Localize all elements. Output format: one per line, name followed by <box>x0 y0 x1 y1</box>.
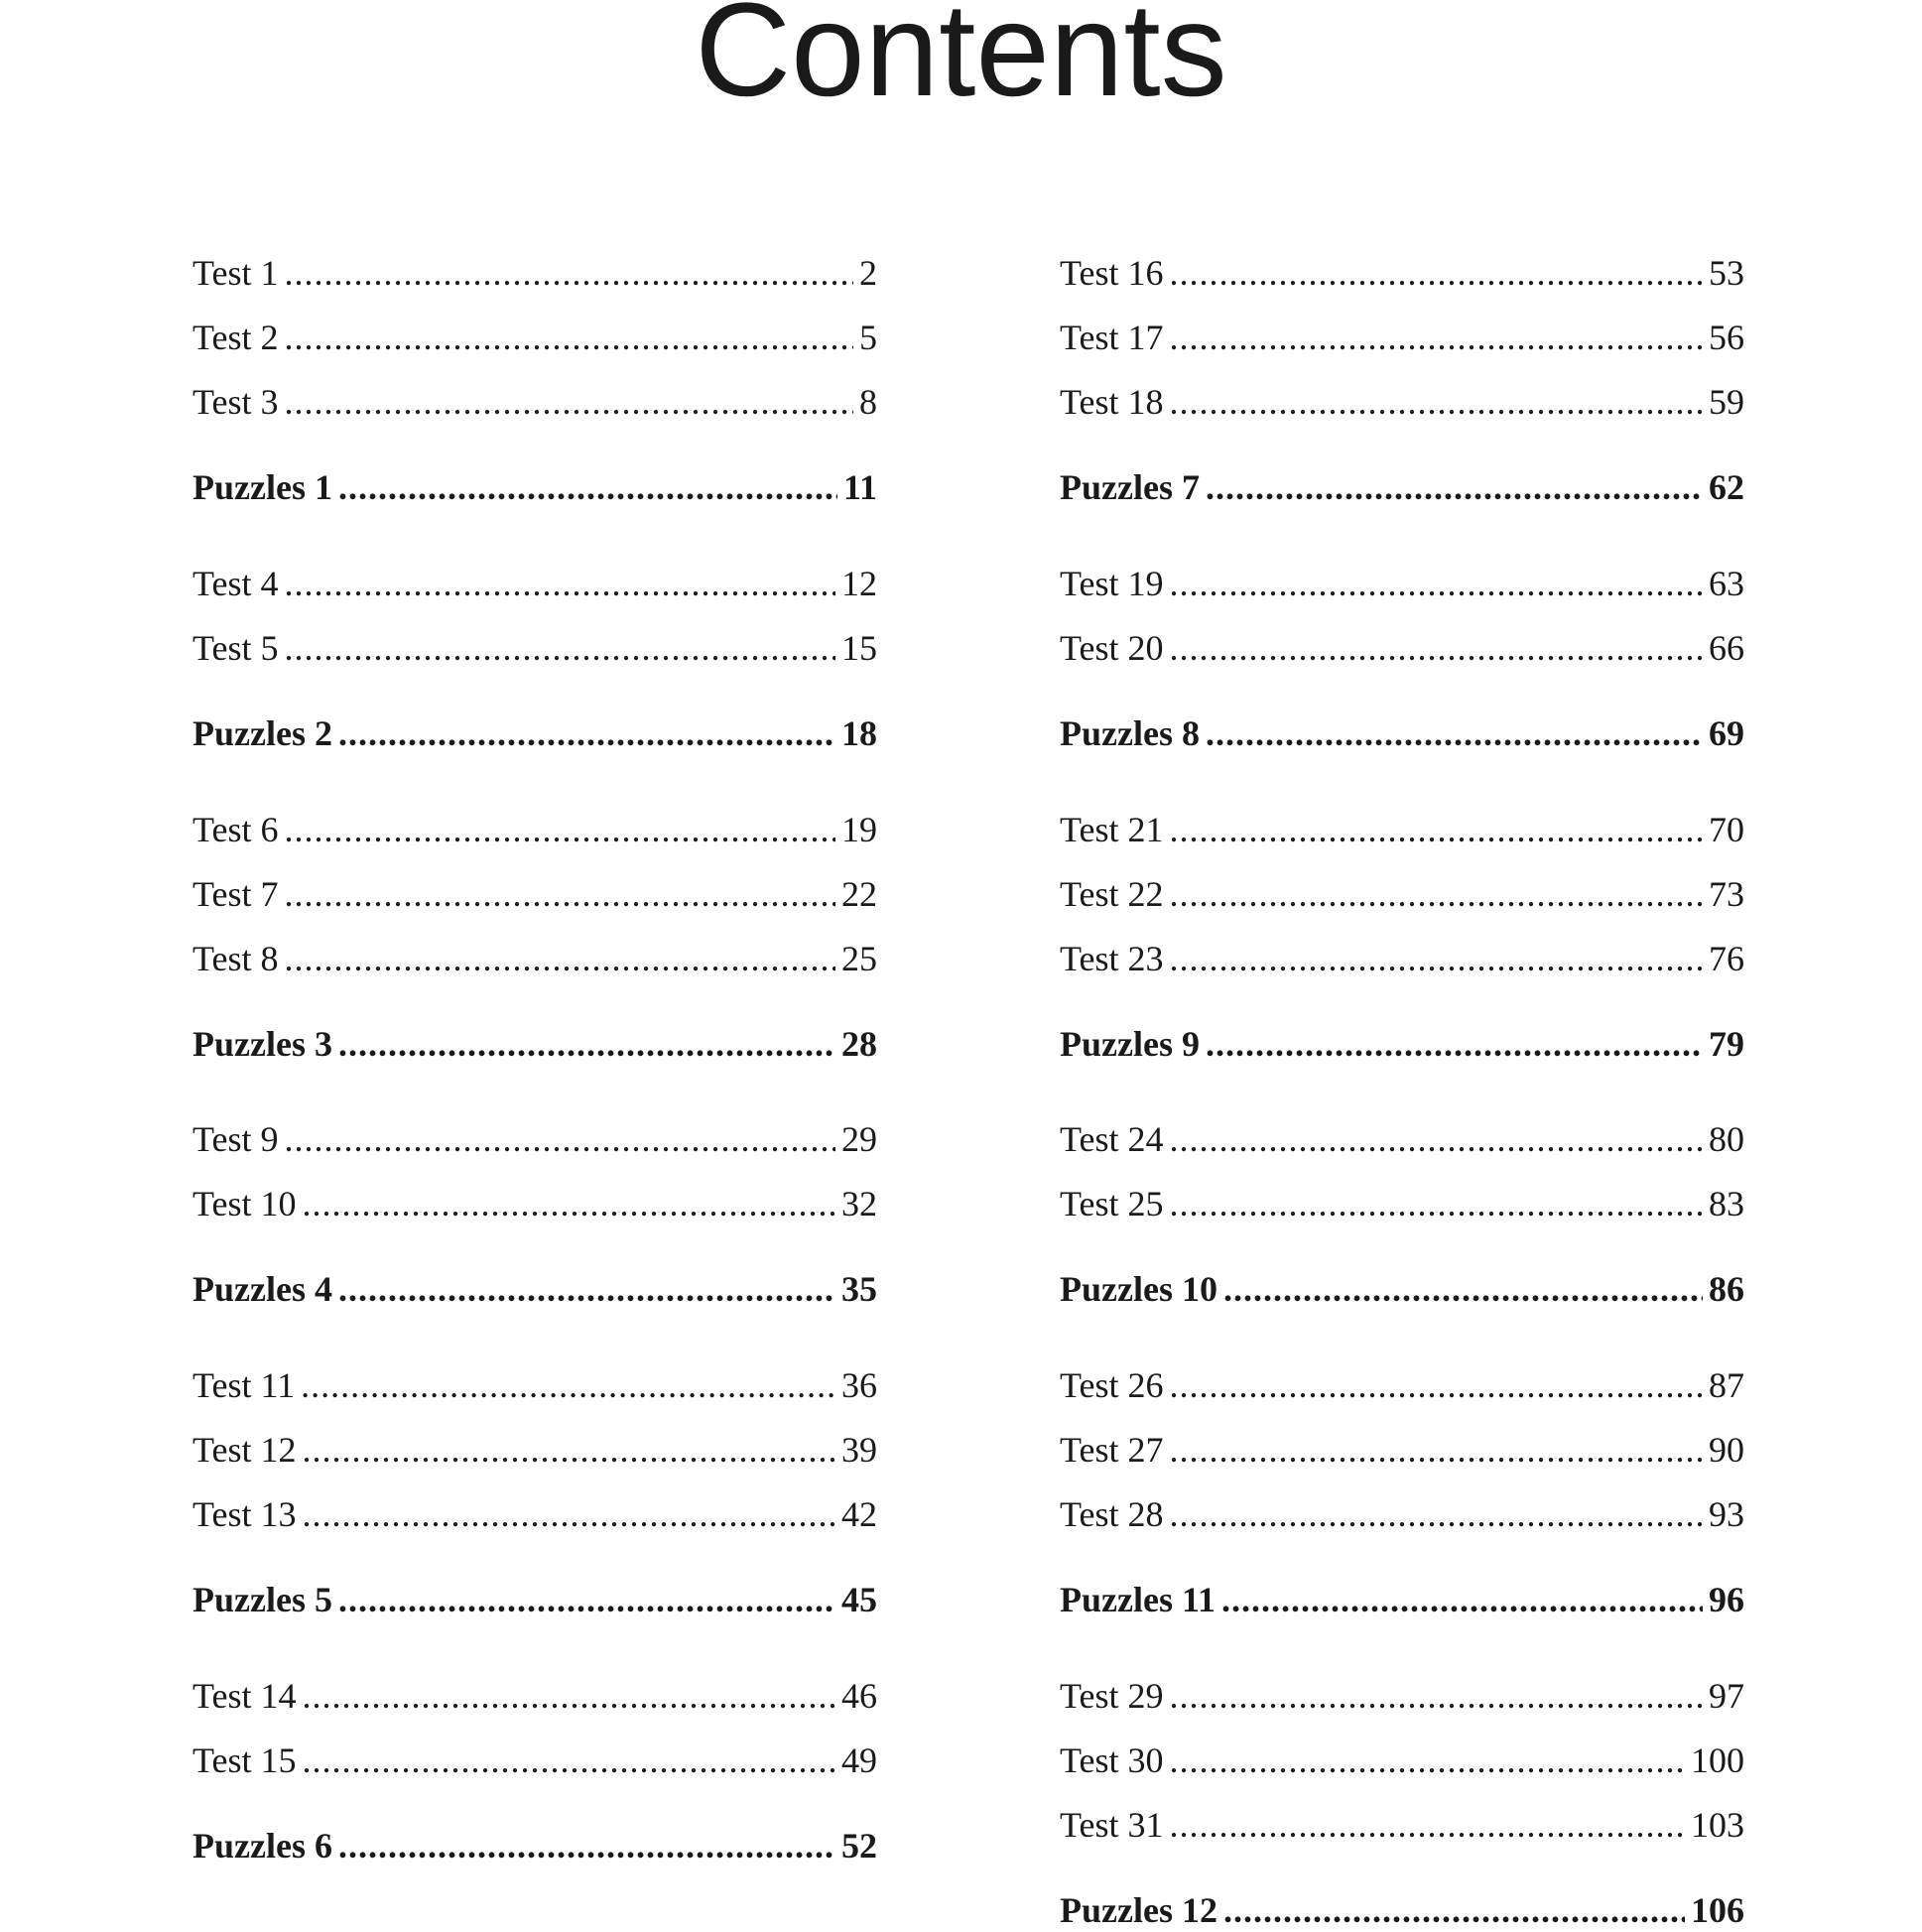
toc-entry-label: Test 15 <box>192 1740 297 1780</box>
dot-leader <box>1223 1888 1685 1932</box>
dot-leader <box>1169 1674 1703 1718</box>
dot-leader <box>338 1578 835 1621</box>
toc-entry-test[interactable] <box>1060 872 1744 916</box>
toc-entry-test[interactable] <box>1060 380 1744 424</box>
toc-entry-page-number: 45 <box>841 1580 877 1619</box>
toc-entry-label: Test 12 <box>192 1430 297 1470</box>
toc-entry-label: Test 19 <box>1060 564 1164 603</box>
toc-entry-test[interactable] <box>1060 1182 1744 1225</box>
toc-entry-page-number: 96 <box>1709 1580 1744 1619</box>
toc-entry-label: Test 30 <box>1060 1740 1164 1780</box>
toc-column-left <box>192 0 877 1922</box>
toc-entry-label: Test 27 <box>1060 1430 1164 1470</box>
toc-entry-label: Test 17 <box>1060 318 1164 357</box>
toc-entry-label: Test 2 <box>192 318 279 357</box>
dot-leader <box>284 316 853 359</box>
toc-entry-label: Test 8 <box>192 939 279 978</box>
toc-entry-label: Test 20 <box>1060 628 1164 668</box>
dot-leader <box>1169 1182 1703 1225</box>
toc-entry-page-number: 83 <box>1709 1184 1744 1224</box>
dot-leader <box>1169 1428 1703 1472</box>
dot-leader <box>1223 1267 1703 1311</box>
toc-entry-page-number: 56 <box>1709 318 1744 357</box>
dot-leader <box>284 872 835 916</box>
toc-entry-test[interactable] <box>192 380 877 424</box>
toc-entry-label: Test 10 <box>192 1184 297 1224</box>
dot-leader <box>1169 562 1703 605</box>
toc-entry-test[interactable] <box>1060 937 1744 980</box>
toc-entry-page-number: 73 <box>1709 874 1744 914</box>
toc-entry-page-number: 66 <box>1709 628 1744 668</box>
toc-entry-test[interactable] <box>1060 1428 1744 1472</box>
toc-entry-label: Test 11 <box>192 1365 296 1405</box>
dot-leader <box>302 1182 835 1225</box>
toc-entry-label: Test 25 <box>1060 1184 1164 1224</box>
toc-entry-test[interactable] <box>192 937 877 980</box>
toc-entry-test[interactable] <box>192 872 877 916</box>
toc-entry-label: Puzzles 4 <box>192 1269 332 1309</box>
toc-entry-label: Test 16 <box>1060 253 1164 293</box>
toc-entry-page-number: 19 <box>841 810 877 849</box>
toc-entry-page-number: 106 <box>1691 1890 1744 1930</box>
dot-leader <box>1169 1803 1685 1847</box>
dot-leader <box>1221 1578 1703 1621</box>
toc-entry-label: Puzzles 10 <box>1060 1269 1217 1309</box>
toc-entry-test[interactable] <box>1060 1492 1744 1536</box>
dot-leader <box>1169 1492 1703 1536</box>
toc-entry-page-number: 15 <box>841 628 877 668</box>
toc-entry-test[interactable] <box>192 1117 877 1161</box>
toc-entry-test[interactable] <box>192 1674 877 1718</box>
toc-entry-test[interactable] <box>1060 562 1744 605</box>
toc-entry-test[interactable] <box>192 1363 877 1407</box>
dot-leader <box>1206 1022 1703 1066</box>
toc-column-right <box>1060 0 1744 1930</box>
dot-leader <box>302 1492 835 1536</box>
toc-entry-label: Test 3 <box>192 382 279 422</box>
dot-leader <box>1169 1363 1703 1407</box>
toc-entry-page-number: 22 <box>841 874 877 914</box>
toc-entry-label: Test 6 <box>192 810 279 849</box>
dot-leader <box>302 1674 835 1718</box>
toc-entry-puzzles[interactable] <box>1060 1578 1744 1621</box>
toc-entry-puzzles[interactable] <box>1060 1022 1744 1066</box>
toc-entry-page-number: 12 <box>841 564 877 603</box>
toc-entry-puzzles[interactable] <box>192 1022 877 1066</box>
toc-entry-page-number: 100 <box>1691 1740 1744 1780</box>
toc-entry-page-number: 29 <box>841 1119 877 1159</box>
toc-entry-puzzles[interactable] <box>192 465 877 509</box>
toc-entry-test[interactable] <box>192 251 877 295</box>
toc-entry-label: Test 28 <box>1060 1494 1164 1534</box>
toc-entry-label: Test 9 <box>192 1119 279 1159</box>
toc-entry-page-number: 90 <box>1709 1430 1744 1470</box>
toc-entry-page-number: 42 <box>841 1494 877 1534</box>
dot-leader <box>284 380 853 424</box>
toc-entry-page-number: 59 <box>1709 382 1744 422</box>
toc-entry-page-number: 52 <box>841 1826 877 1866</box>
toc-entry-label: Puzzles 7 <box>1060 467 1200 507</box>
toc-entry-puzzles[interactable] <box>192 711 877 755</box>
dot-leader <box>338 1267 835 1311</box>
toc-entry-page-number: 76 <box>1709 939 1744 978</box>
toc-entry-page-number: 93 <box>1709 1494 1744 1534</box>
page-title: Contents <box>695 0 1227 124</box>
toc-entry-page-number: 69 <box>1709 713 1744 753</box>
toc-entry-page-number: 70 <box>1709 810 1744 849</box>
dot-leader <box>284 808 835 851</box>
toc-entry-test[interactable] <box>1060 626 1744 670</box>
toc-entry-page-number: 2 <box>859 253 877 293</box>
toc-entry-label: Test 7 <box>192 874 279 914</box>
toc-entry-page-number: 79 <box>1709 1024 1744 1064</box>
toc-entry-label: Test 14 <box>192 1676 297 1716</box>
toc-entry-puzzles[interactable] <box>192 1578 877 1621</box>
toc-entry-test[interactable] <box>192 562 877 605</box>
toc-entry-puzzles[interactable] <box>1060 1267 1744 1311</box>
dot-leader <box>284 251 853 295</box>
toc-entry-test[interactable] <box>192 808 877 851</box>
toc-entry-label: Test 21 <box>1060 810 1164 849</box>
toc-entry-page-number: 8 <box>859 382 877 422</box>
toc-entry-test[interactable] <box>1060 1363 1744 1407</box>
toc-entry-label: Puzzles 9 <box>1060 1024 1200 1064</box>
toc-entry-test[interactable] <box>1060 1803 1744 1847</box>
toc-entry-label: Puzzles 5 <box>192 1580 332 1619</box>
toc-entry-test[interactable] <box>1060 808 1744 851</box>
toc-entry-page-number: 62 <box>1709 467 1744 507</box>
dot-leader <box>1206 711 1703 755</box>
toc-entry-page-number: 49 <box>841 1740 877 1780</box>
dot-leader <box>1169 937 1703 980</box>
toc-entry-page-number: 86 <box>1709 1269 1744 1309</box>
toc-entry-page-number: 35 <box>841 1269 877 1309</box>
toc-entry-label: Test 4 <box>192 564 279 603</box>
toc-entry-page-number: 80 <box>1709 1119 1744 1159</box>
toc-entry-puzzles[interactable] <box>1060 1888 1744 1932</box>
toc-entry-label: Puzzles 3 <box>192 1024 332 1064</box>
toc-entry-test[interactable] <box>1060 1739 1744 1782</box>
toc-entry-page-number: 46 <box>841 1676 877 1716</box>
dot-leader <box>1169 626 1703 670</box>
toc-entry-label: Test 31 <box>1060 1805 1164 1845</box>
toc-entry-label: Puzzles 8 <box>1060 713 1200 753</box>
toc-entry-label: Puzzles 1 <box>192 467 332 507</box>
toc-entry-label: Test 29 <box>1060 1676 1164 1716</box>
dot-leader <box>338 465 837 509</box>
toc-entry-puzzles[interactable] <box>1060 465 1744 509</box>
toc-entry-page-number: 97 <box>1709 1676 1744 1716</box>
toc-entry-page-number: 87 <box>1709 1365 1744 1405</box>
toc-entry-label: Test 22 <box>1060 874 1164 914</box>
toc-entry-label: Puzzles 12 <box>1060 1890 1217 1930</box>
dot-leader <box>284 1117 835 1161</box>
toc-entry-page-number: 53 <box>1709 253 1744 293</box>
dot-leader <box>1169 251 1703 295</box>
toc-entry-page-number: 103 <box>1691 1805 1744 1845</box>
toc-entry-label: Test 18 <box>1060 382 1164 422</box>
toc-entry-label: Test 5 <box>192 628 279 668</box>
toc-entry-test[interactable] <box>192 1182 877 1225</box>
dot-leader <box>1206 465 1703 509</box>
dot-leader <box>338 1022 835 1066</box>
toc-entry-page-number: 25 <box>841 939 877 978</box>
toc-entry-label: Test 26 <box>1060 1365 1164 1405</box>
toc-entry-test[interactable] <box>1060 316 1744 359</box>
toc-entry-page-number: 32 <box>841 1184 877 1224</box>
dot-leader <box>284 562 835 605</box>
toc-entry-puzzles[interactable] <box>1060 711 1744 755</box>
dot-leader <box>1169 1117 1703 1161</box>
dot-leader <box>302 1739 835 1782</box>
toc-entry-label: Test 13 <box>192 1494 297 1534</box>
dot-leader <box>1169 872 1703 916</box>
dot-leader <box>301 1363 835 1407</box>
toc-entry-page-number: 18 <box>841 713 877 753</box>
dot-leader <box>338 1824 835 1868</box>
toc-entry-page-number: 39 <box>841 1430 877 1470</box>
toc-entry-test[interactable] <box>192 1428 877 1472</box>
toc-entry-test[interactable] <box>192 1492 877 1536</box>
toc-entry-label: Test 1 <box>192 253 279 293</box>
dot-leader <box>1169 808 1703 851</box>
toc-entry-label: Test 23 <box>1060 939 1164 978</box>
toc-entry-label: Puzzles 11 <box>1060 1580 1216 1619</box>
toc-entry-label: Puzzles 2 <box>192 713 332 753</box>
dot-leader <box>1169 316 1703 359</box>
toc-entry-page-number: 5 <box>859 318 877 357</box>
toc-entry-page-number: 63 <box>1709 564 1744 603</box>
toc-entry-test[interactable] <box>1060 1117 1744 1161</box>
toc-entry-test[interactable] <box>1060 1674 1744 1718</box>
dot-leader <box>284 937 835 980</box>
toc-entry-page-number: 11 <box>842 467 877 507</box>
toc-entry-puzzles[interactable] <box>192 1267 877 1311</box>
toc-entry-page-number: 36 <box>841 1365 877 1405</box>
toc-entry-test[interactable] <box>1060 251 1744 295</box>
toc-entry-page-number: 28 <box>841 1024 877 1064</box>
toc-entry-label: Test 24 <box>1060 1119 1164 1159</box>
toc-entry-test[interactable] <box>192 626 877 670</box>
toc-entry-label: Puzzles 6 <box>192 1826 332 1866</box>
dot-leader <box>302 1428 835 1472</box>
dot-leader <box>1169 1739 1685 1782</box>
dot-leader <box>284 626 835 670</box>
toc-entry-test[interactable] <box>192 1739 877 1782</box>
toc-entry-puzzles[interactable] <box>192 1824 877 1868</box>
toc-entry-test[interactable] <box>192 316 877 359</box>
dot-leader <box>338 711 835 755</box>
dot-leader <box>1169 380 1703 424</box>
